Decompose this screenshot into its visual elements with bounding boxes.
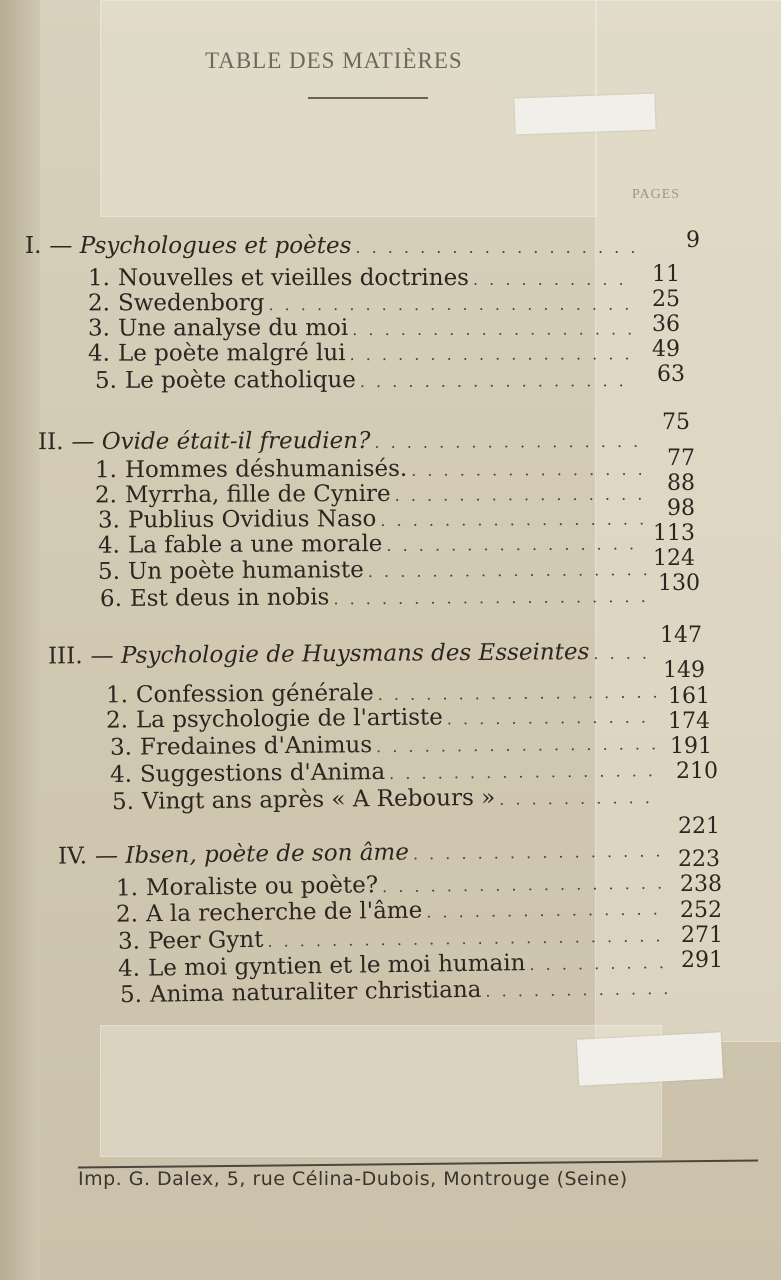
toc-page-number: 75	[662, 410, 690, 435]
page-title: TABLE DES MATIÈRES	[205, 48, 463, 73]
toc-entry-title: Nouvelles et vieilles doctrines	[117, 264, 469, 292]
toc-entry-number: 5.	[119, 981, 143, 1009]
toc-entry-title: — Psychologie de Huysmans des Esseintes	[90, 639, 590, 670]
toc-entry-title: — Psychologues et poètes	[49, 233, 352, 259]
toc-leader-dots	[529, 953, 668, 974]
toc-entry-number: 4.	[97, 532, 121, 559]
toc-entry-number: I.	[25, 233, 42, 259]
toc-page-number: 252	[680, 898, 722, 923]
toc-leader-dots	[389, 761, 661, 783]
toc-chapter-entry	[98, 555, 652, 585]
toc-page-number: 291	[681, 948, 723, 973]
toc-page-number: 174	[668, 709, 710, 734]
toc-page-number: 210	[676, 759, 718, 784]
toc-page-number: 238	[680, 872, 722, 897]
toc-page-number: 161	[668, 684, 710, 709]
pages-column-header: PAGES	[632, 187, 681, 202]
toc-entry-title: — Ovide était-il freudien?	[71, 427, 371, 456]
toc-leader-dots	[267, 926, 666, 950]
toc-chapter-entry	[88, 314, 640, 341]
toc-entry-number: 3.	[117, 928, 141, 955]
toc-page-number: 149	[663, 658, 705, 683]
toc-entry-title: La psychologie de l'artiste	[135, 704, 443, 734]
toc-entry-number: 5.	[94, 367, 117, 394]
toc-entry-number: 2.	[105, 707, 129, 734]
toc-leader-dots	[378, 683, 656, 704]
toc-page-number: 191	[670, 734, 712, 759]
toc-entry-title: Est deus in nobis	[129, 584, 330, 612]
toc-entry-title: Fredaines d'Animus	[139, 732, 373, 761]
toc-entry-title: Une analyse du moi	[117, 315, 349, 342]
toc-page-number: 98	[667, 496, 695, 521]
toc-leader-dots	[382, 874, 664, 897]
toc-page-number: 36	[652, 312, 680, 337]
toc-entry-number: 5.	[97, 558, 121, 585]
toc-entry-title: Anima naturaliter christiana	[149, 976, 482, 1008]
toc-entry-number: 5.	[111, 788, 135, 816]
toc-entry-title: Myrrha, fille de Cynire	[124, 480, 391, 509]
toc-part-entry	[58, 836, 668, 869]
toc-entry-number: II.	[37, 429, 64, 456]
toc-leader-dots	[485, 979, 671, 1001]
toc-entry-number: 1.	[115, 875, 139, 902]
toc-part-entry	[38, 427, 650, 455]
toc-entry-title: Le poète malgré lui	[117, 340, 346, 367]
toc-chapter-entry	[95, 366, 640, 394]
printer-imprint: Imp. G. Dalex, 5, rue Célina-Dubois, Montrouge (Seine)	[78, 1168, 628, 1190]
toc-entry-number: 2.	[115, 901, 139, 928]
toc-page-number: 11	[652, 262, 680, 287]
toc-page-number: 147	[660, 623, 702, 648]
toc-entry-title: A la recherche de l'âme	[145, 897, 423, 928]
toc-entry-title: Vingt ans après « A Rebours »	[141, 784, 496, 815]
toc-part-entry	[48, 638, 660, 669]
toc-leader-dots	[411, 460, 641, 480]
toc-entry-number: 4.	[117, 955, 141, 983]
toc-chapter-entry	[88, 290, 640, 317]
toc-page-number: 9	[686, 228, 700, 253]
toc-leader-dots	[499, 788, 661, 809]
toc-entry-number: 3.	[109, 734, 133, 761]
toc-entry-number: 1.	[87, 265, 110, 292]
toc-entry-title: Suggestions d'Anima	[139, 759, 386, 788]
toc-leader-dots	[368, 560, 648, 581]
toc-leader-dots	[473, 270, 636, 289]
toc-entry-number: 1.	[105, 682, 129, 709]
toc-leader-dots	[426, 899, 664, 921]
toc-entry-title: Un poète humaniste	[127, 557, 364, 585]
toc-chapter-entry	[112, 783, 665, 815]
toc-chapter-entry	[98, 529, 650, 558]
toc-leader-dots	[268, 295, 636, 314]
toc-page-number: 25	[652, 287, 680, 312]
toc-entry-title: Hommes déshumanisés.	[124, 455, 408, 484]
toc-entry-title: Le moi gyntien et le moi humain	[147, 950, 526, 982]
toc-leader-dots	[376, 734, 659, 756]
toc-page-number: 221	[678, 814, 720, 839]
toc-page-number: 49	[652, 337, 680, 362]
toc-leader-dots	[355, 238, 636, 257]
toc-entry-number: 3.	[87, 315, 110, 342]
toc-entry-title: — Ibsen, poète de son âme	[94, 839, 410, 870]
toc-page-number: 88	[667, 471, 695, 496]
toc-entry-number: 6.	[99, 585, 123, 613]
toc-page-number: 77	[667, 446, 695, 471]
toc-leader-dots	[395, 485, 641, 505]
toc-entry-number: III.	[47, 643, 83, 670]
toc-entry-title: Peer Gynt	[147, 926, 264, 955]
toc-leader-dots	[352, 319, 636, 339]
toc-leader-dots	[380, 509, 644, 529]
toc-entry-number: 4.	[87, 340, 110, 367]
toc-chapter-entry	[106, 702, 660, 733]
toc-page-number: 271	[681, 923, 723, 948]
toc-leader-dots	[386, 534, 646, 555]
toc-part-entry	[25, 233, 640, 259]
toc-page-number: 113	[653, 521, 695, 546]
toc-chapter-entry	[88, 265, 640, 291]
toc-leader-dots	[447, 707, 656, 728]
toc-entry-number: 1.	[94, 457, 118, 484]
toc-chapter-entry	[88, 339, 640, 366]
toc-entry-number: 4.	[109, 761, 133, 788]
toc-entry-title: Confession générale	[135, 680, 374, 709]
toc-entry-title: Swedenborg	[117, 290, 265, 317]
toc-entry-number: 2.	[94, 482, 118, 509]
toc-page-number: 63	[657, 362, 685, 387]
toc-chapter-entry	[100, 582, 655, 612]
toc-entry-title: Moraliste ou poète?	[145, 872, 379, 902]
toc-entry-title: Publius Ovidius Naso	[127, 505, 377, 534]
toc-leader-dots	[350, 344, 636, 364]
toc-entry-title: La fable a une morale	[127, 530, 383, 559]
toc-leader-dots	[333, 587, 651, 608]
toc-leader-dots	[374, 432, 646, 452]
toc-page-number: 223	[678, 847, 720, 872]
toc-entry-number: 2.	[87, 290, 110, 317]
toc-page-number: 130	[658, 571, 700, 596]
toc-leader-dots	[360, 371, 636, 391]
toc-entry-number: 3.	[97, 507, 121, 534]
toc-chapter-entry	[95, 455, 645, 483]
toc-entry-number: IV.	[57, 843, 88, 870]
toc-page-number: 124	[653, 546, 695, 571]
toc-leader-dots	[413, 841, 664, 863]
toc-entry-title: Le poète catholique	[124, 367, 356, 394]
